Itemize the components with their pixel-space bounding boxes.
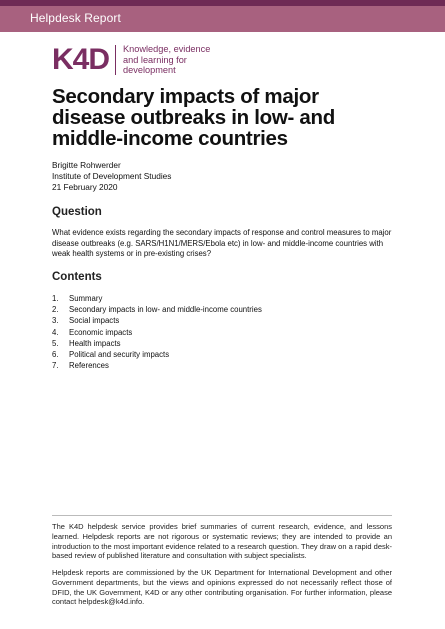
question-text: What evidence exists regarding the secondary impacts of response and control measures to major disease outbreaks (e.g. SARS/H1N1/MERS/Ebola etc) in low- and middle-income countries with weak health systems or in pre-existing crises? — [52, 228, 392, 259]
document-meta — [52, 160, 171, 193]
logo-mark: K4D — [52, 43, 110, 76]
report-type-label: Helpdesk Report — [30, 11, 121, 25]
tagline-line-1: Knowledge, evidence — [123, 44, 211, 55]
contents-item-label: References — [69, 361, 109, 371]
tagline-line-3: development — [123, 65, 176, 76]
report-header-bar — [0, 6, 445, 32]
footer-disclaimer: The K4D helpdesk service provides brief summaries of current research, evidence, and lessons learned. Helpdesk reports are not rigorous or systematic reviews; they are intended to provide an introduction to the most important evidence related to a research question. They draw on a rapid desk-based review of published literature and consultation with subject specialists. — [52, 522, 392, 561]
document-title: Secondary impacts of major disease outbreaks in low- and middle-income countries — [52, 85, 335, 150]
contents-item[interactable] — [52, 360, 262, 371]
contents-item[interactable] — [52, 327, 262, 338]
footer-commission-note: Helpdesk reports are commissioned by the UK Department for International Development and other Government departments, but the views and opinions expressed do not necessarily reflect those of DFID, the UK Government, K4D or any other contributing organisation. For further information, please contact helpdesk@k4d.info. — [52, 568, 392, 607]
logo-divider — [115, 45, 116, 75]
contents-item-label: Social impacts — [69, 316, 120, 326]
k4d-logo — [52, 44, 210, 76]
contents-item[interactable] — [52, 349, 262, 360]
institution: Institute of Development Studies — [52, 171, 172, 181]
contents-item-number: 3. — [52, 316, 59, 326]
author: Brigitte Rohwerder — [52, 160, 121, 170]
contents-item-label: Secondary impacts in low- and middle-income countries — [69, 305, 262, 315]
contents-item[interactable] — [52, 293, 262, 304]
contents-item[interactable] — [52, 304, 262, 315]
contents-item-number: 7. — [52, 361, 59, 371]
contents-heading: Contents — [52, 271, 102, 283]
logo-tagline — [123, 44, 210, 76]
contents-item-number: 6. — [52, 350, 59, 360]
contents-item-number: 4. — [52, 327, 59, 337]
contents-item-number: 5. — [52, 338, 59, 348]
contents-item[interactable] — [52, 338, 262, 349]
footer-divider — [52, 515, 392, 516]
contents-item-number: 1. — [52, 294, 59, 303]
contents-item-number: 2. — [52, 305, 59, 315]
contents-item-label: Economic impacts — [69, 327, 133, 337]
contents-item-label: Health impacts — [69, 338, 121, 348]
publication-date: 21 February 2020 — [52, 182, 118, 192]
tagline-line-2: and learning for — [123, 54, 187, 65]
question-heading: Question — [52, 206, 102, 218]
contents-item[interactable] — [52, 315, 262, 326]
contents-item-label: Summary — [69, 294, 103, 303]
contents-item-label: Political and security impacts — [69, 350, 170, 360]
contents-list — [52, 293, 262, 371]
